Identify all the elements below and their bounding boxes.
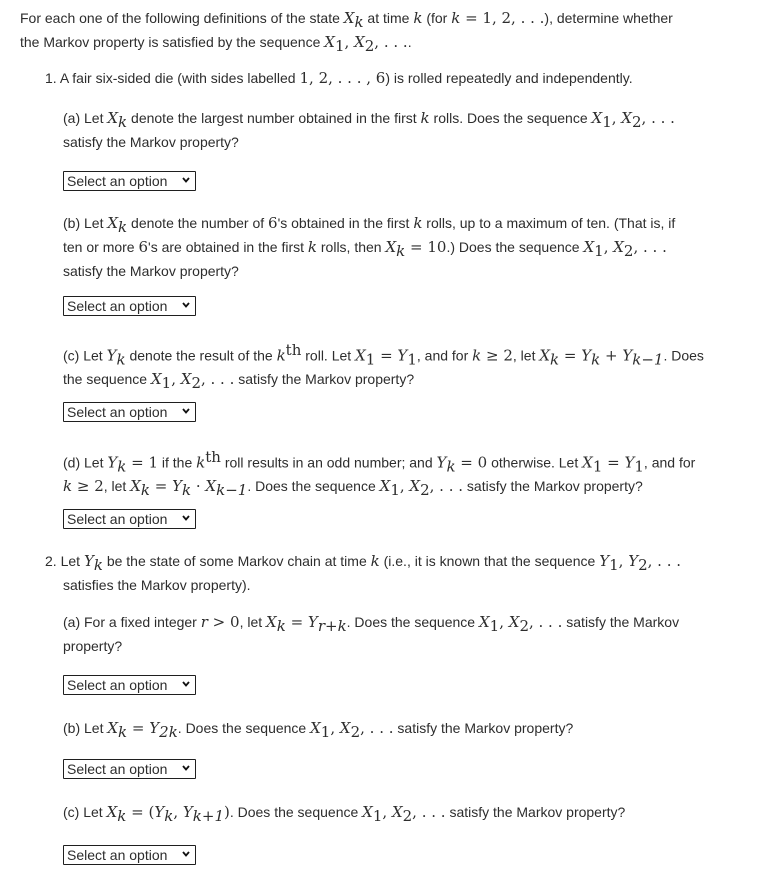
- answer-select-2b[interactable]: [63, 759, 196, 779]
- question-2-text: 2. Let $Y_k$ be the state of some Markov chain at time k (i.e., it is known that the sequence $Y_1$, $Y_2$, . . . satisfies the Markov property).: [45, 552, 682, 593]
- chevron-down-icon: [182, 407, 190, 415]
- answer-select-2c[interactable]: [63, 845, 196, 865]
- select-label: Select an option: [67, 847, 168, 863]
- question-1-text: 1. A fair six-sided die (with sides labelled 1, 2, . . . , 6) is rolled repeatedly and independently.: [45, 69, 633, 87]
- chevron-down-icon: [182, 514, 190, 522]
- chevron-down-icon: [182, 301, 190, 309]
- chevron-down-icon: [182, 850, 190, 858]
- question-1a-text: (a) Let $X_k$ denote the largest number obtained in the first k rolls. Does the sequence $X_1$, $X_2$, . . . satisfy the Markov property?: [63, 109, 675, 150]
- question-1b-text: (b) Let $X_k$ denote the number of 6's obtained in the first k rolls, up to a maximum of ten. (That is, if ten or more 6's are obtained in the first k rolls, then $X_k = 10$.) Does the sequence $X_1$, $X_2$, . . . satisfy the Markov property?: [63, 214, 676, 279]
- answer-select-1c[interactable]: [63, 402, 196, 422]
- answer-select-1a[interactable]: [63, 171, 196, 191]
- question-2a-text: (a) For a fixed integer r > 0, let $X_k = Y_{r+k}$. Does the sequence $X_1$, $X_2$, . . . satisfy the Markov property?: [63, 613, 680, 654]
- select-label: Select an option: [67, 298, 168, 314]
- question-1c-text: (c) Let $Y_k$ denote the result of the $k^{th}$ roll. Let $X_1 = Y_1$, and for k ≥ 2, let $X_k = Y_k + Y_{k-1}$. Does the sequence $X_1$, $X_2$, . . . satisfy the Markov property?: [63, 341, 704, 393]
- chevron-down-icon: [182, 680, 190, 688]
- answer-select-2a[interactable]: [63, 675, 196, 695]
- select-label: Select an option: [67, 761, 168, 777]
- select-label: Select an option: [67, 404, 168, 420]
- answer-select-1d[interactable]: [63, 509, 196, 529]
- chevron-down-icon: [182, 764, 190, 772]
- question-1d-text: (d) Let $Y_k = 1$ if the $k^{th}$ roll results in an odd number; and $Y_k = 0$ otherwise. Let $X_1 = Y_1$, and for k ≥ 2, let $X_k = Y_k \cdot X_{k-1}$. Does the sequence $X_1$, $X_2$, . . . satisfy the Markov property?: [63, 448, 696, 500]
- chevron-down-icon: [182, 176, 190, 184]
- question-2c-text: (c) Let $X_k = (Y_k$, $Y_{k+1}$). Does the sequence $X_1$, $X_2$, . . . satisfy the Markov property?: [63, 803, 626, 825]
- intro-text: For each one of the following definitions of the state $X_k$ at time k (for k = 1, 2, . . .), determine whether the Markov property is satisfied by the sequence $X_1$, $X_2$, . . ..: [20, 9, 673, 55]
- select-label: Select an option: [67, 677, 168, 693]
- answer-select-1b[interactable]: [63, 296, 196, 316]
- select-label: Select an option: [67, 511, 168, 527]
- question-2b-text: (b) Let $X_k = Y_{2k}$. Does the sequence $X_1$, $X_2$, . . . satisfy the Markov property?: [63, 719, 574, 741]
- select-label: Select an option: [67, 173, 168, 189]
